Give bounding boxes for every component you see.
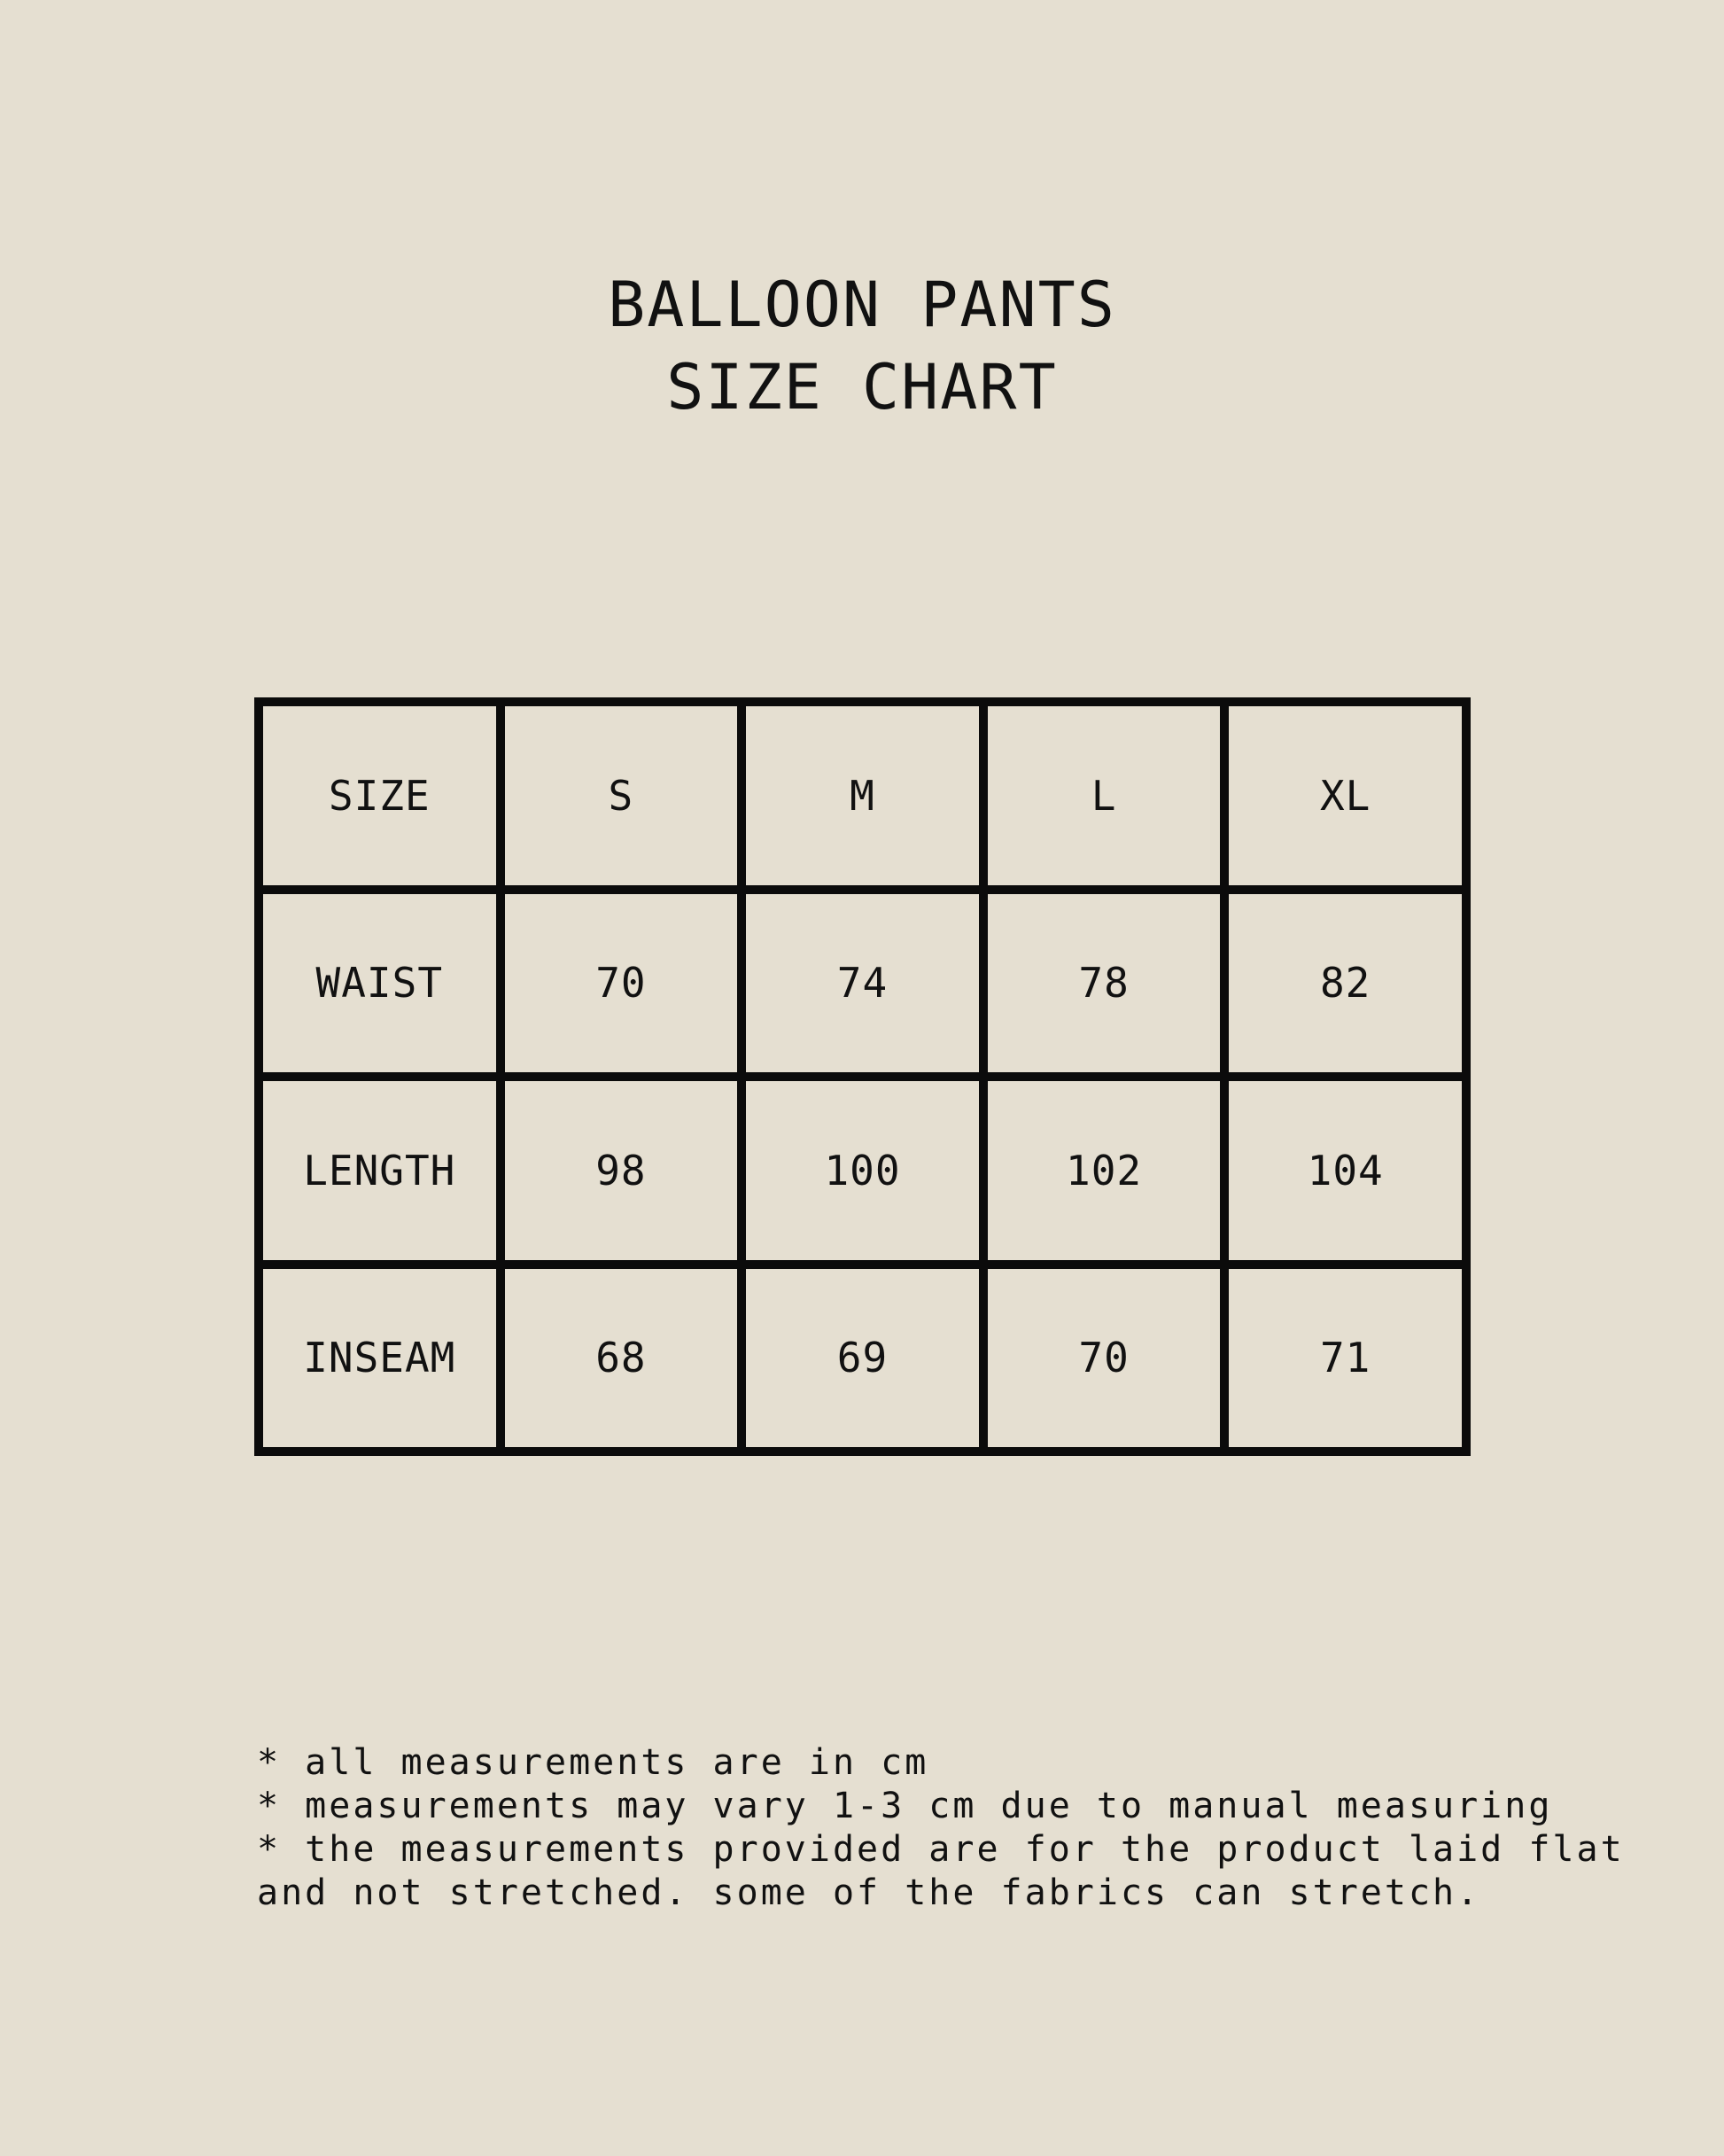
table-cell: 69 <box>742 1265 983 1452</box>
table-cell: 98 <box>501 1077 742 1265</box>
title-line-product: BALLOON PANTS <box>608 269 1116 341</box>
size-chart-table <box>254 697 1471 1456</box>
header-cell-xl: XL <box>1224 702 1466 890</box>
table-cell: 68 <box>501 1265 742 1452</box>
table-cell: 70 <box>983 1265 1225 1452</box>
table-cell: 74 <box>742 890 983 1078</box>
table-header-row <box>259 702 1466 890</box>
row-label-inseam: INSEAM <box>259 1265 501 1452</box>
note-line: * measurements may vary 1-3 cm due to manual measuring <box>257 1786 1553 1826</box>
measurement-notes <box>257 1741 1674 1915</box>
note-line: * all measurements are in cm <box>257 1742 929 1783</box>
table-cell: 100 <box>742 1077 983 1265</box>
page-title <box>0 264 1724 429</box>
note-line: * the measurements provided are for the product laid flat <box>257 1829 1625 1870</box>
header-cell-m: M <box>742 702 983 890</box>
table-row-inseam <box>259 1265 1466 1452</box>
table-cell: 71 <box>1224 1265 1466 1452</box>
title-line-chart: SIZE CHART <box>666 351 1058 424</box>
note-line: and not stretched. some of the fabrics can stretch. <box>257 1872 1481 1913</box>
table-row-length <box>259 1077 1466 1265</box>
table-cell: 102 <box>983 1077 1225 1265</box>
table-cell: 104 <box>1224 1077 1466 1265</box>
header-cell-l: L <box>983 702 1225 890</box>
row-label-length: LENGTH <box>259 1077 501 1265</box>
table-row-waist <box>259 890 1466 1078</box>
row-label-waist: WAIST <box>259 890 501 1078</box>
table-cell: 78 <box>983 890 1225 1078</box>
header-cell-s: S <box>501 702 742 890</box>
table-cell: 82 <box>1224 890 1466 1078</box>
header-cell-size: SIZE <box>259 702 501 890</box>
table-cell: 70 <box>501 890 742 1078</box>
